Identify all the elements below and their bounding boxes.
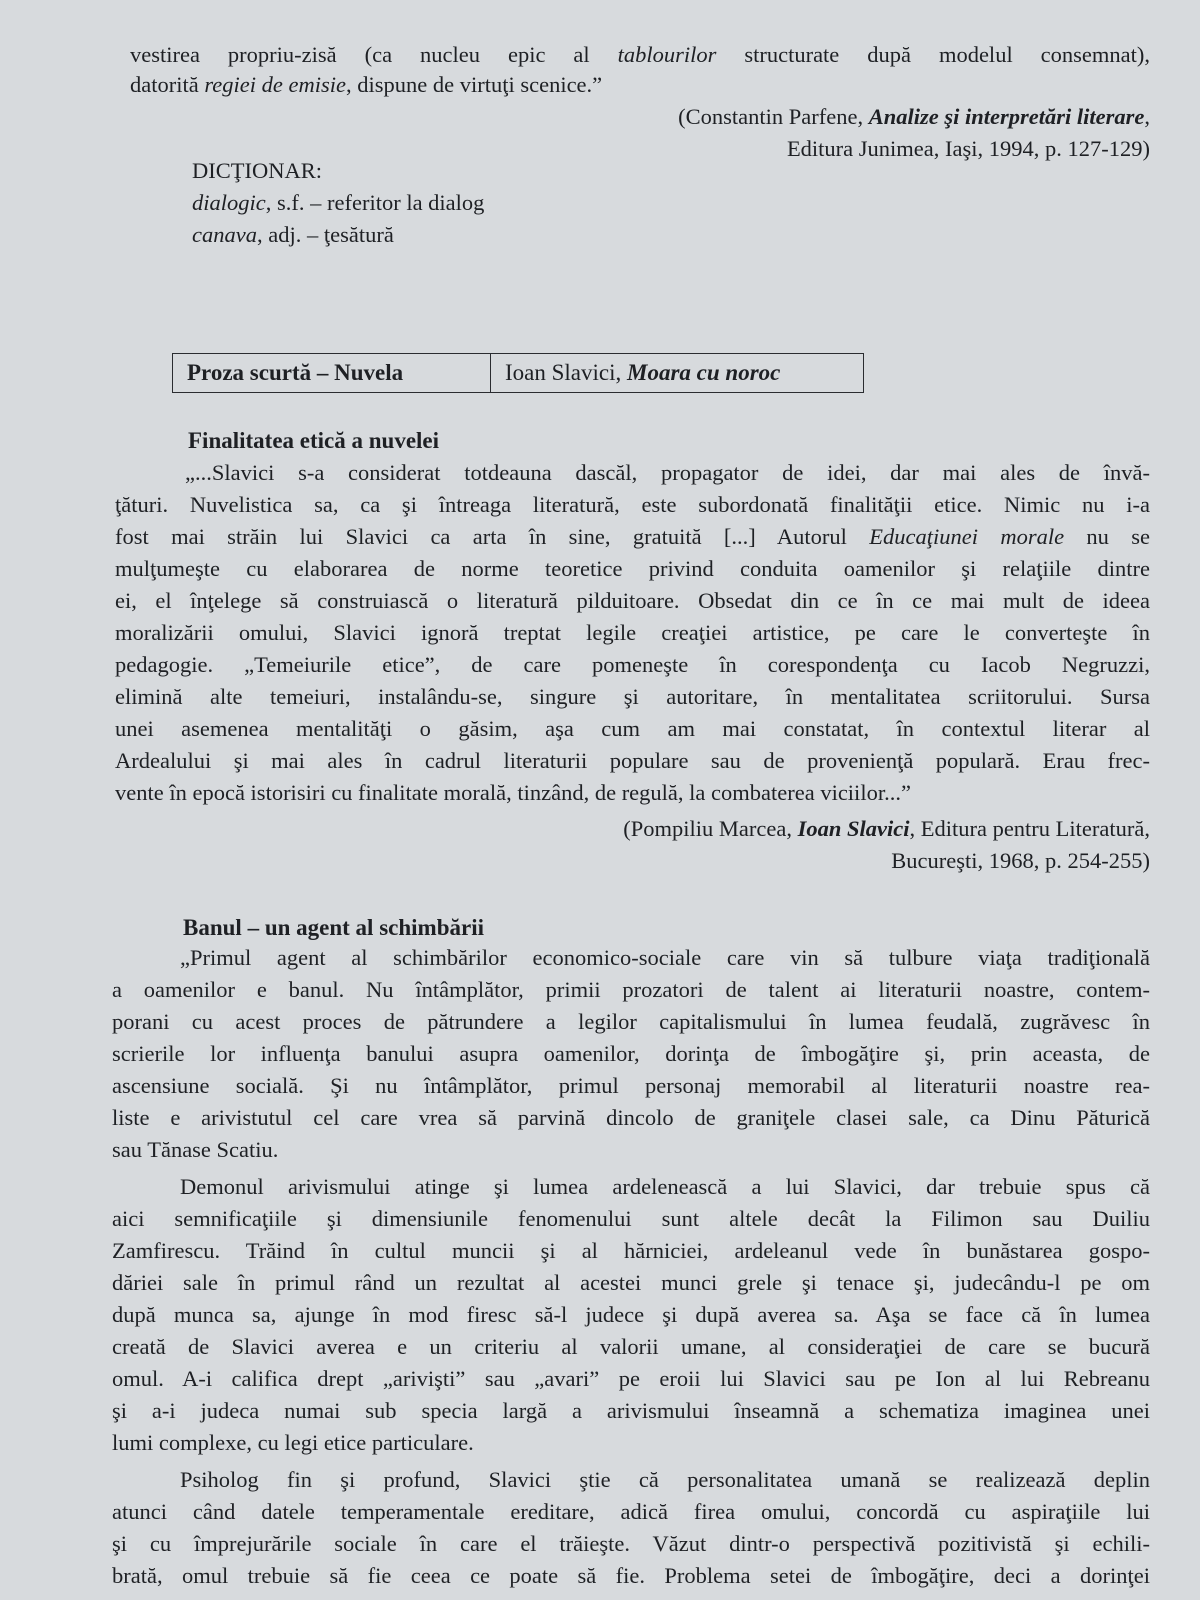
citation: Editura Junimea, Iaşi, 1994, p. 127-129)	[786, 136, 1150, 161]
section-heading: Finalitatea etică a nuvelei	[188, 428, 440, 453]
dictionary-entry: dialogic, s.f. – referitor la dialog	[192, 190, 485, 215]
body-line: fost mai străin lui Slavici ca arta în sine, gratuită [...] Autorul Educaţiunei morale nu se	[115, 524, 1150, 549]
body-line: creată de Slavici averea e un criteriu al valorii umane, al consideraţiei de care se bucură	[112, 1334, 1150, 1359]
body-line: lumi complexe, cu legi etice particulare.	[112, 1430, 474, 1455]
body-line: vente în epocă istorisiri cu finalitate morală, tinzând, de regulă, la combaterea viciilor...”	[115, 780, 911, 805]
body-line: „Primul agent al schimbărilor economico-sociale care vin să tulbure viaţa tradiţională	[180, 945, 1150, 970]
body-line: dăriei sale în primul rând un rezultat al acestei munci grele şi tenace şi, judecându-l pe om	[112, 1270, 1150, 1295]
body-line: brată, omul trebuie să fie ceea ce poate să fie. Problema setei de îmbogăţire, deci a dorinţei	[112, 1563, 1150, 1588]
genre-label: Proza scurtă – Nuvela	[173, 354, 491, 392]
citation: Bucureşti, 1968, p. 254-255)	[891, 848, 1150, 873]
body-line: Ardealului şi mai ales în cadrul literaturii populare sau de provenienţă populară. Erau frec-	[115, 748, 1150, 773]
quote-line: datorită regiei de emisie, dispune de virtuţi scenice.”	[130, 72, 603, 97]
section-heading: Banul – un agent al schimbării	[183, 915, 484, 940]
body-line: Demonul arivismului atinge şi lumea ardelenească a lui Slavici, dar trebuie spus că	[180, 1174, 1150, 1199]
quote-line: vestirea propriu-zisă (ca nucleu epic al tablourilor structurate după modelul consemnat),	[130, 42, 1150, 67]
body-line: scrierile lor influenţa banului asupra oamenilor, dorinţa de îmbogăţire şi, prin aceasta, de	[112, 1041, 1150, 1066]
body-line: atunci când datele temperamentale ereditare, adică firea omului, concordă cu aspiraţiile lui	[112, 1499, 1150, 1524]
body-line: ţături. Nuvelistica sa, ca şi întreaga literatură, este subordonată finalităţii etice. Nimic nu i-a	[115, 492, 1150, 517]
body-line: şi a-i judeca numai sub specia largă a arivismului înseamnă a schematiza imaginea unei	[112, 1398, 1150, 1423]
body-line: sau Tănase Scatiu.	[112, 1137, 279, 1162]
body-line: şi cu împrejurările sociale în care el trăieşte. Văzut dintr-o perspectivă pozitivistă şi echili-	[112, 1531, 1150, 1556]
body-line: porani cu acest proces de pătrundere a legilor capitalismului în lumea feudală, zugrăvesc în	[112, 1009, 1150, 1034]
citation: (Constantin Parfene, Analize şi interpretări literare,	[678, 104, 1150, 129]
body-line: Psiholog fin şi profund, Slavici ştie că personalitatea umană se realizează deplin	[180, 1467, 1150, 1492]
citation: (Pompiliu Marcea, Ioan Slavici, Editura pentru Literatură,	[623, 816, 1150, 841]
body-line: după munca sa, ajunge în mod firesc să-l judece şi după averea sa. Aşa se face că în lumea	[112, 1302, 1150, 1327]
body-line: unei asemenea mentalităţi o găsim, aşa cum am mai constatat, în contextul literar al	[115, 716, 1150, 741]
body-line: elimină alte temeiuri, instalându-se, singure şi autoritare, în mentalitatea scriitorului. Sursa	[115, 684, 1150, 709]
author-work-label: Ioan Slavici, Moara cu noroc	[505, 360, 781, 385]
body-line: a oamenilor e banul. Nu întâmplător, primii prozatori de talent ai literaturii noastre, contem-	[112, 977, 1150, 1002]
body-line: ascensiune socială. Şi nu întâmplător, primul personaj memorabil al literaturii noastre rea-	[112, 1073, 1150, 1098]
dictionary-title: DICŢIONAR:	[192, 158, 322, 183]
body-line: liste e arivistutul cel care vrea să parvină dincolo de graniţele clasei sale, ca Dinu Păturică	[112, 1105, 1150, 1130]
body-line: „...Slavici s-a considerat totdeauna dascăl, propagator de idei, dar mai ales de învă-	[185, 460, 1150, 485]
body-line: mulţumeşte cu elaborarea de norme teoretice privind conduita oamenilor şi relaţiile dintre	[115, 556, 1150, 581]
body-line: omul. A-i califica drept „arivişti” sau „avari” pe eroii lui Slavici sau pe Ion al lui Rebreanu	[112, 1366, 1150, 1391]
body-line: aici semnificaţiile şi dimensiunile fenomenului sunt altele decât la Filimon sau Duiliu	[112, 1206, 1150, 1231]
section-header-box	[172, 353, 864, 393]
dictionary-entry: canava, adj. – ţesătură	[192, 222, 394, 247]
body-line: ei, el înţelege să construiască o literatură pilduitoare. Obsedat din ce în ce mai mult de ideea	[115, 588, 1150, 613]
body-line: moralizării omului, Slavici ignoră treptat legile creaţiei artistice, pe care le converteşte în	[115, 620, 1150, 645]
body-line: pedagogie. „Temeiurile etice”, de care pomeneşte în corespondenţa cu Iacob Negruzzi,	[115, 652, 1150, 677]
body-line: Zamfirescu. Trăind în cultul muncii şi al hărniciei, ardeleanul vede în bunăstarea gospo-	[112, 1238, 1150, 1263]
